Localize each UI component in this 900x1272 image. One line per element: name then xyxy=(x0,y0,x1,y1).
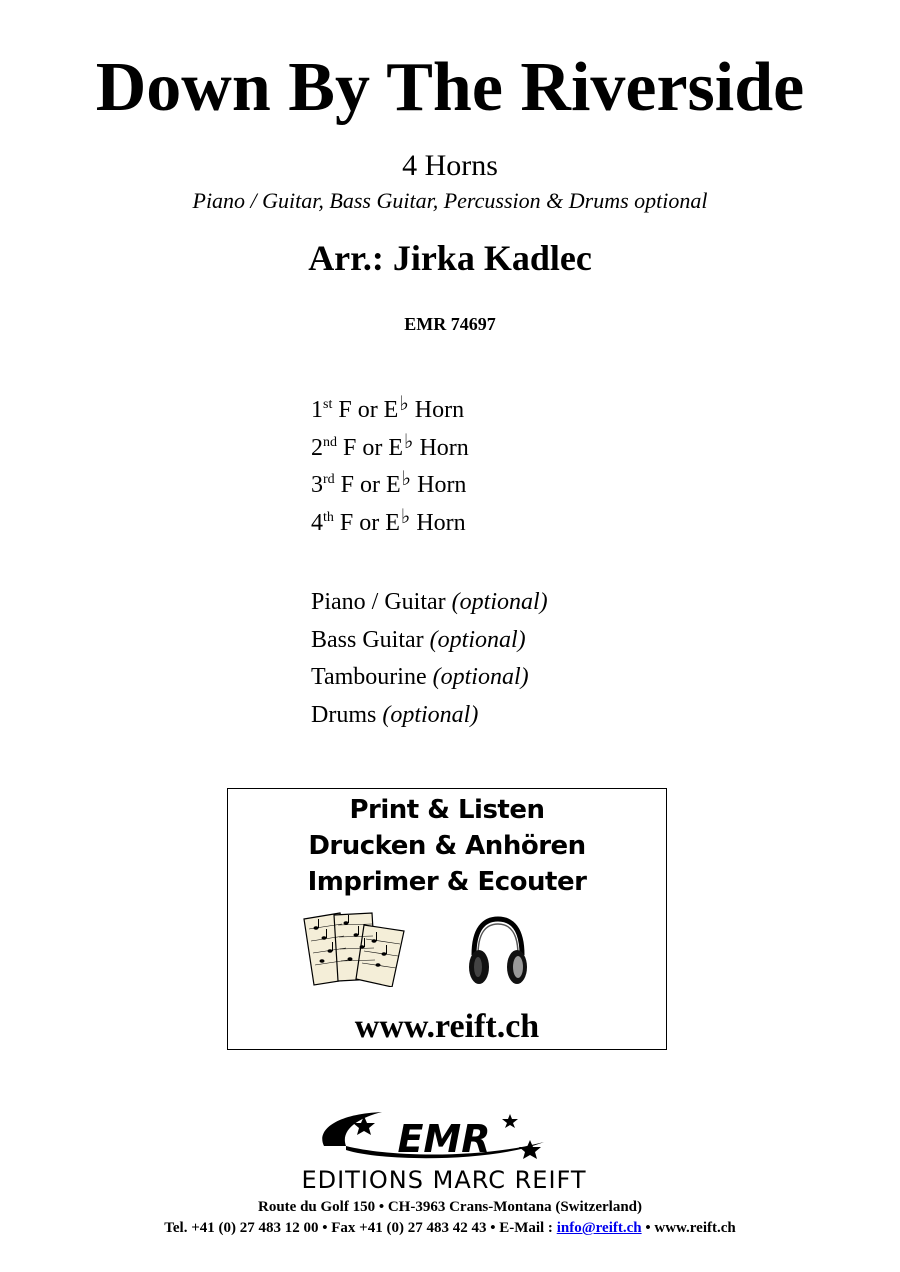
optional-parts-list xyxy=(311,584,548,734)
optional-note: (optional) xyxy=(429,626,526,653)
publisher-name: EDITIONS MARC REIFT xyxy=(301,1166,587,1194)
promo-box xyxy=(227,788,667,1050)
flat-sign: ♭ xyxy=(401,468,412,490)
flat-sign: ♭ xyxy=(404,430,414,453)
part-instrument: Horn xyxy=(419,434,469,461)
part-item xyxy=(311,467,469,505)
optional-part-item xyxy=(311,584,548,622)
part-ordinal: nd xyxy=(323,434,337,450)
promo-line-french: Imprimer & Ecouter xyxy=(307,867,587,897)
headphones-icon xyxy=(466,915,530,987)
part-key: F or E xyxy=(338,397,399,423)
optional-note: (optional) xyxy=(451,589,548,615)
part-instrument: Horn xyxy=(414,397,465,423)
flat-sign: ♭ xyxy=(400,505,411,528)
flat-sign: ♭ xyxy=(399,393,409,415)
optional-part-item xyxy=(311,622,548,660)
publisher-contact xyxy=(0,1218,900,1238)
optional-note: (optional) xyxy=(432,664,529,690)
optional-part-item xyxy=(311,659,548,697)
part-number: 2 xyxy=(311,434,323,461)
arranger: Arr.: Jirka Kadlec xyxy=(308,238,592,278)
page-title: Down By The Riverside xyxy=(95,49,805,126)
emr-logo xyxy=(254,1108,634,1194)
part-instrument: Horn xyxy=(417,472,467,498)
part-number: 4 xyxy=(311,509,323,536)
part-ordinal: rd xyxy=(323,472,335,487)
part-instrument: Horn xyxy=(416,509,466,536)
part-key: F or E xyxy=(340,472,401,498)
publisher-address: Route du Golf 150 • CH-3963 Crans-Montana (Switzerland) xyxy=(258,1199,642,1215)
email-link[interactable]: info@reift.ch xyxy=(556,1220,642,1236)
optional-note: (optional) xyxy=(382,701,479,728)
part-item xyxy=(311,430,469,468)
optional-part-item xyxy=(311,697,548,735)
parts-list xyxy=(311,392,469,542)
sheet-music-icon xyxy=(300,909,412,987)
instrumentation-note: Piano / Guitar, Bass Guitar, Percussion & Drums optional xyxy=(192,188,708,213)
part-item xyxy=(311,505,469,543)
website-link[interactable]: www.reift.ch xyxy=(354,1008,540,1045)
page-subtitle: 4 Horns xyxy=(402,149,498,182)
catalog-number: EMR 74697 xyxy=(404,314,496,334)
part-item xyxy=(311,392,469,430)
emr-logo-text: EMR xyxy=(397,1117,491,1161)
contact-website[interactable]: • www.reift.ch xyxy=(641,1220,736,1236)
optional-part-name: Drums xyxy=(311,701,377,728)
contact-phone-fax: Tel. +41 (0) 27 483 12 00 • Fax +41 (0) 27 483 42 43 • E-Mail : xyxy=(164,1220,557,1236)
optional-part-name: Piano / Guitar xyxy=(311,589,446,615)
promo-line-german: Drucken & Anhören xyxy=(308,831,586,861)
part-key: F or E xyxy=(343,434,403,461)
part-number: 3 xyxy=(311,472,323,498)
part-ordinal: th xyxy=(323,509,334,525)
optional-part-name: Bass Guitar xyxy=(311,626,424,653)
part-ordinal: st xyxy=(323,397,333,412)
part-key: F or E xyxy=(339,509,400,536)
optional-part-name: Tambourine xyxy=(311,664,427,690)
promo-line-english: Print & Listen xyxy=(349,795,545,825)
part-number: 1 xyxy=(311,397,323,423)
